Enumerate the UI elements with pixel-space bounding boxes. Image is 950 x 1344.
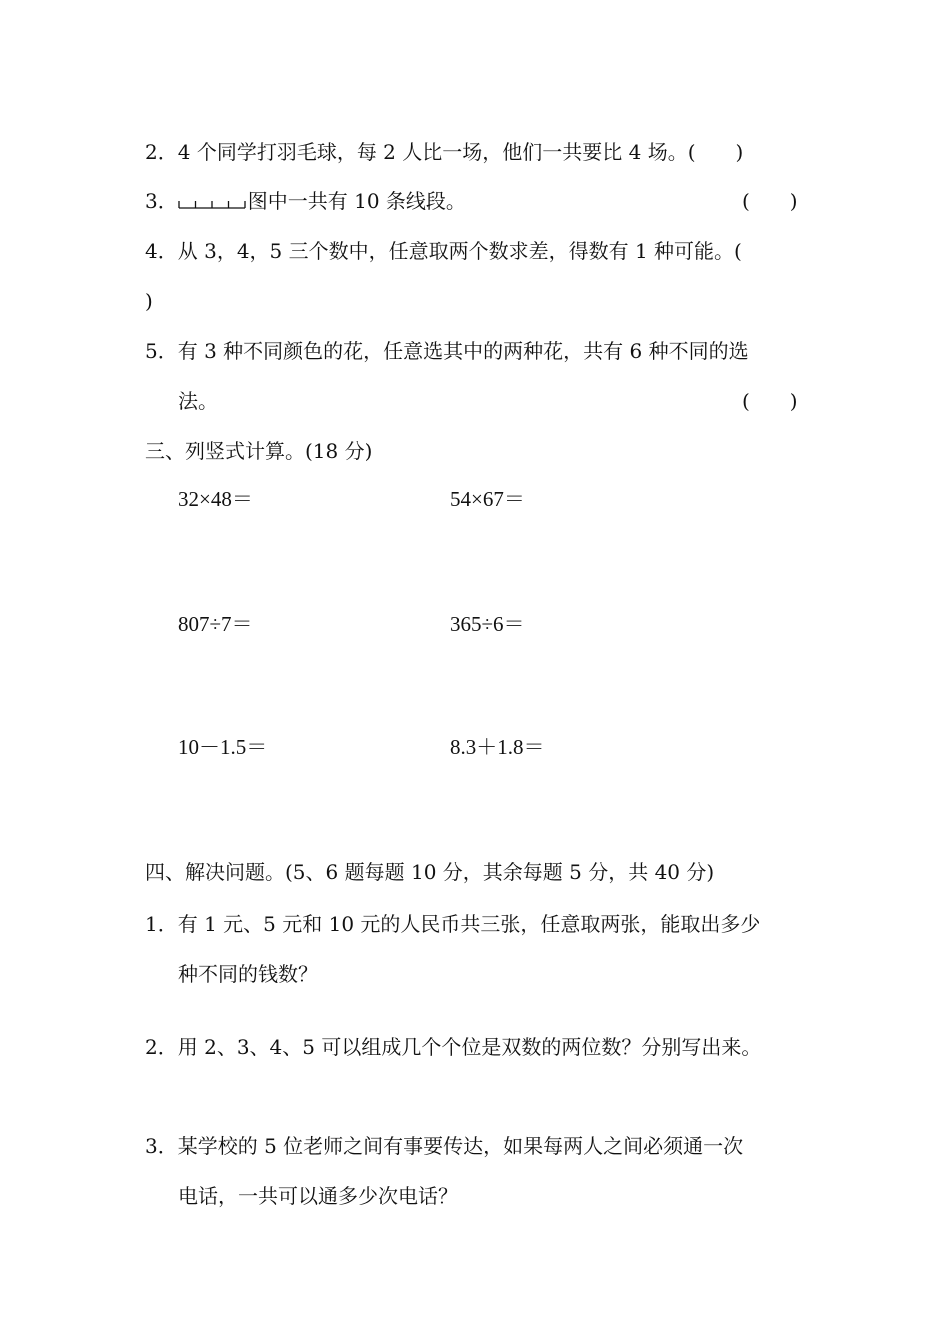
calc-item: 365÷6＝ xyxy=(450,612,525,636)
question-text: 图中一共有 10 条线段。 xyxy=(247,189,466,213)
calc-item: 10－1.5＝ xyxy=(178,735,268,759)
judge-q2 xyxy=(145,138,743,166)
calc-item: 32×48＝ xyxy=(178,487,253,511)
line-segment-figure xyxy=(178,195,246,209)
question-number: 5． xyxy=(145,339,178,363)
judge-q4-continuation: ) xyxy=(145,289,153,313)
question-number: 4． xyxy=(145,239,178,263)
judge-q5-continuation: 法。 xyxy=(178,389,218,413)
question-text: 有 3 种不同颜色的花，任意选其中的两种花，共有 6 种不同的选 xyxy=(177,339,749,363)
problem-2 xyxy=(145,1033,761,1061)
section-4-title: 四、解决问题。(5、6 题每题 10 分，其余每题 5 分，共 40 分) xyxy=(145,860,715,884)
section-3-title: 三、列竖式计算。(18 分) xyxy=(145,439,373,463)
question-number: 3． xyxy=(145,189,178,213)
problem-3 xyxy=(145,1132,743,1160)
question-number: 2． xyxy=(145,1035,178,1059)
judge-q3 xyxy=(145,187,466,215)
answer-parentheses: ( ) xyxy=(742,389,798,413)
question-text: 从 3，4，5 三个数中，任意取两个数求差，得数有 1 种可能。( xyxy=(177,239,742,263)
problem-1-continuation: 种不同的钱数？ xyxy=(178,962,318,986)
calc-item: 807÷7＝ xyxy=(178,612,253,636)
answer-parentheses: ( ) xyxy=(742,189,798,213)
problem-3-continuation: 电话，一共可以通多少次电话？ xyxy=(178,1184,458,1208)
question-number: 2． xyxy=(145,140,178,164)
calc-item: 54×67＝ xyxy=(450,487,525,511)
judge-q5 xyxy=(145,337,749,365)
calc-item: 8.3＋1.8＝ xyxy=(450,735,545,759)
question-text: 有 1 元、5 元和 10 元的人民币共三张，任意取两张，能取出多少 xyxy=(177,912,761,936)
question-text: 用 2、3、4、5 可以组成几个个位是双数的两位数？分别写出来。 xyxy=(177,1035,762,1059)
question-number: 1． xyxy=(145,912,178,936)
question-number: 3． xyxy=(145,1134,178,1158)
question-text: 4 个同学打羽毛球，每 2 人比一场，他们一共要比 4 场。( ) xyxy=(177,140,744,164)
problem-1 xyxy=(145,910,760,938)
question-text: 某学校的 5 位老师之间有事要传达，如果每两人之间必须通一次 xyxy=(177,1134,744,1158)
judge-q4 xyxy=(145,237,742,265)
